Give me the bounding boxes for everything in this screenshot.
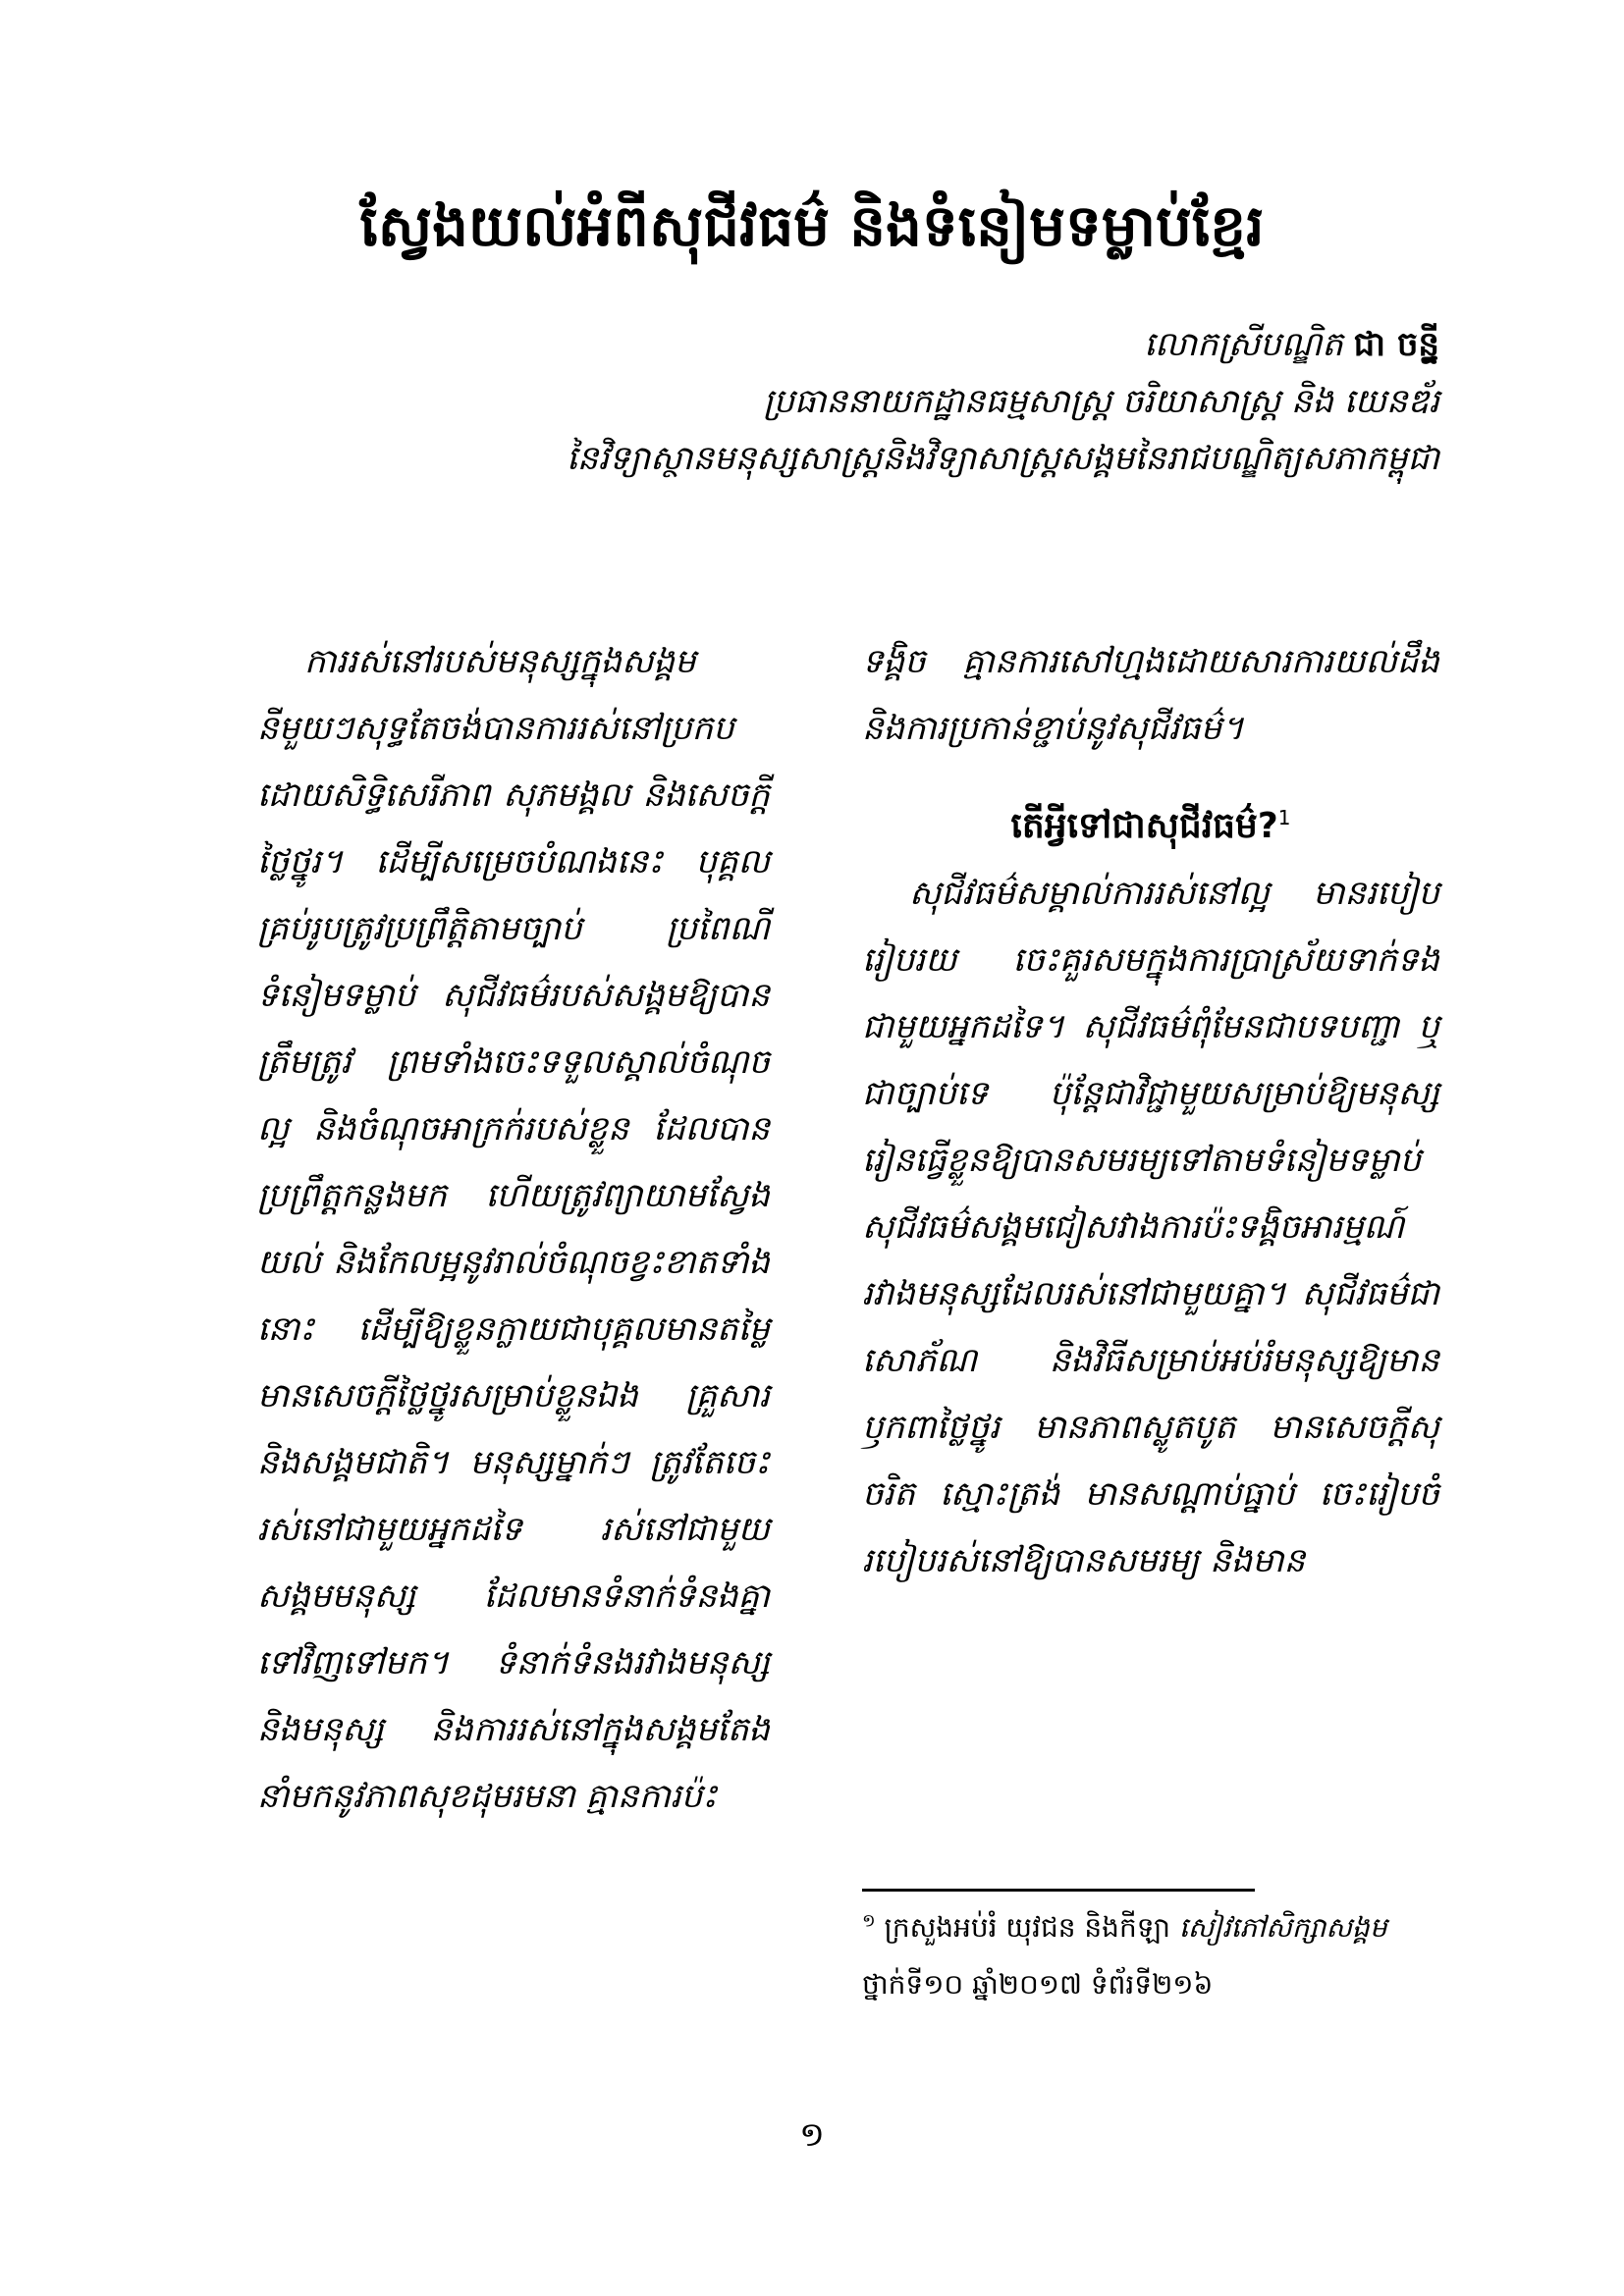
page-number: ១ bbox=[799, 2115, 825, 2155]
footnote-source: ក្រសួងអប់រំ យុវជន និងកីឡា bbox=[884, 1911, 1170, 1944]
right-column bbox=[862, 628, 1439, 1594]
footnote bbox=[862, 1899, 1439, 2013]
footnote-book-title: សៀវភៅសិក្សាសង្គម bbox=[1178, 1911, 1387, 1944]
section-heading-text: តើអ្វីទៅជាសុជីវធម៌? bbox=[1010, 806, 1278, 846]
section-heading bbox=[862, 793, 1439, 860]
footnote-mark: ១ bbox=[862, 1910, 876, 1932]
intro-paragraph: ការរស់នៅរបស់មនុស្សក្នុងសង្គមនីមួយៗសុទ្ធតែចង់បានការរស់នៅប្រកបដោយសិទ្ធិសេរីភាព សុភមង្គល និងសេចក្ដីថ្លៃថ្នូរ។ ដើម្បីសម្រេចបំណងនេះ បុគ្គលគ្រប់រូបត្រូវប្រព្រឹត្តិតាមច្បាប់ ប្រពៃណី ទំនៀមទម្លាប់ សុជីវធម៌របស់សង្គមឱ្យបានត្រឹមត្រូវ ព្រមទាំងចេះទទួលស្គាល់ចំណុចល្អ និងចំណុចអាក្រក់របស់ខ្លួន ដែលបានប្រព្រឹត្តកន្លងមក ហើយត្រូវព្យាយាមស្វែងយល់ និងកែលម្អនូវរាល់ចំណុចខ្វះខាតទាំងនោះ ដើម្បីឱ្យខ្លួនក្លាយជាបុគ្គលមានតម្លៃ មានសេចក្ដីថ្លៃថ្នូរសម្រាប់ខ្លួនឯង គ្រួសារ និងសង្គមជាតិ។ មនុស្សម្នាក់ៗ ត្រូវតែចេះរស់នៅជាមួយអ្នកដទៃ រស់នៅជាមួយសង្គមមនុស្ស ដែលមានទំនាក់ទំនងគ្នាទៅវិញទៅមក។ ទំនាក់ទំនងរវាងមនុស្សនិងមនុស្ស និងការរស់នៅក្នុងសង្គមតែងនាំមកនូវភាពសុខដុមរមនា គ្មានការប៉ះ bbox=[257, 642, 770, 1816]
definition-paragraph: សុជីវធម៌សម្គាល់ការរស់នៅល្អ មានរបៀបរៀបរយ ចេះគួរសមក្នុងការប្រាស្រ័យទាក់ទងជាមួយអ្នកដទៃ។ សុជីវធម៌ពុំមែនជាបទបញ្ជា ឬជាច្បាប់ទេ ប៉ុន្តែជាវិជ្ជាមួយសម្រាប់ឱ្យមនុស្សរៀនធ្វើខ្លួនឱ្យបានសមរម្យទៅតាមទំនៀមទម្លាប់ សុជីវធម៌សង្គមជៀសវាងការប៉ះទង្គិចអារម្មណ៍រវាងមនុស្សដែលរស់នៅជាមួយគ្នា។ សុជីវធម៌ជាសោភ័ណ និងវិធីសម្រាប់អប់រំមនុស្សឱ្យមានឫកពាថ្លៃថ្នូរ មានភាពស្លូតបូត មានសេចក្តីសុចរិត ស្មោះត្រង់ មានសណ្ដាប់ធ្នាប់ ចេះរៀបចំរបៀបរស់នៅឱ្យបានសមរម្យ និងមាន bbox=[862, 874, 1439, 1580]
intro-paragraph-continuation: ទង្គិច គ្មានការសៅហ្មងដោយសារការយល់ដឹង និងការប្រកាន់ខ្ជាប់នូវសុជីវធម៌។ bbox=[862, 642, 1439, 748]
footnote-reference[interactable]: 1 bbox=[1277, 806, 1291, 829]
author-position-line-1: ប្រធាននាយកដ្ឋានធម្មសាស្ត្រ ចរិយាសាស្ត្រ និង យេនឌ័រ bbox=[763, 382, 1439, 421]
document-title: ស្វែងយល់អំពីសុជីវធម៌ និងទំនៀមទម្លាប់ខ្មែរ bbox=[359, 192, 1265, 259]
author-line bbox=[359, 316, 1439, 373]
left-column bbox=[257, 628, 770, 1830]
footnote-divider bbox=[862, 1889, 1255, 1892]
author-name: ជា ចន្ធ្នី bbox=[1353, 325, 1439, 364]
author-honorific: លោកស្រីបណ្ឌិត bbox=[1144, 325, 1343, 364]
author-position-line-2: នៃវិទ្យាស្ថានមនុស្សសាស្ត្រនិងវិទ្យាសាស្ត្រសង្គមនៃរាជបណ្ឌិត្យសភាកម្ពុជា bbox=[566, 439, 1439, 478]
author-byline bbox=[359, 316, 1439, 487]
footnote-details: ថ្នាក់ទី១០ ឆ្នាំ២០១៧ ទំព័រទី២១៦ bbox=[862, 1968, 1214, 2001]
